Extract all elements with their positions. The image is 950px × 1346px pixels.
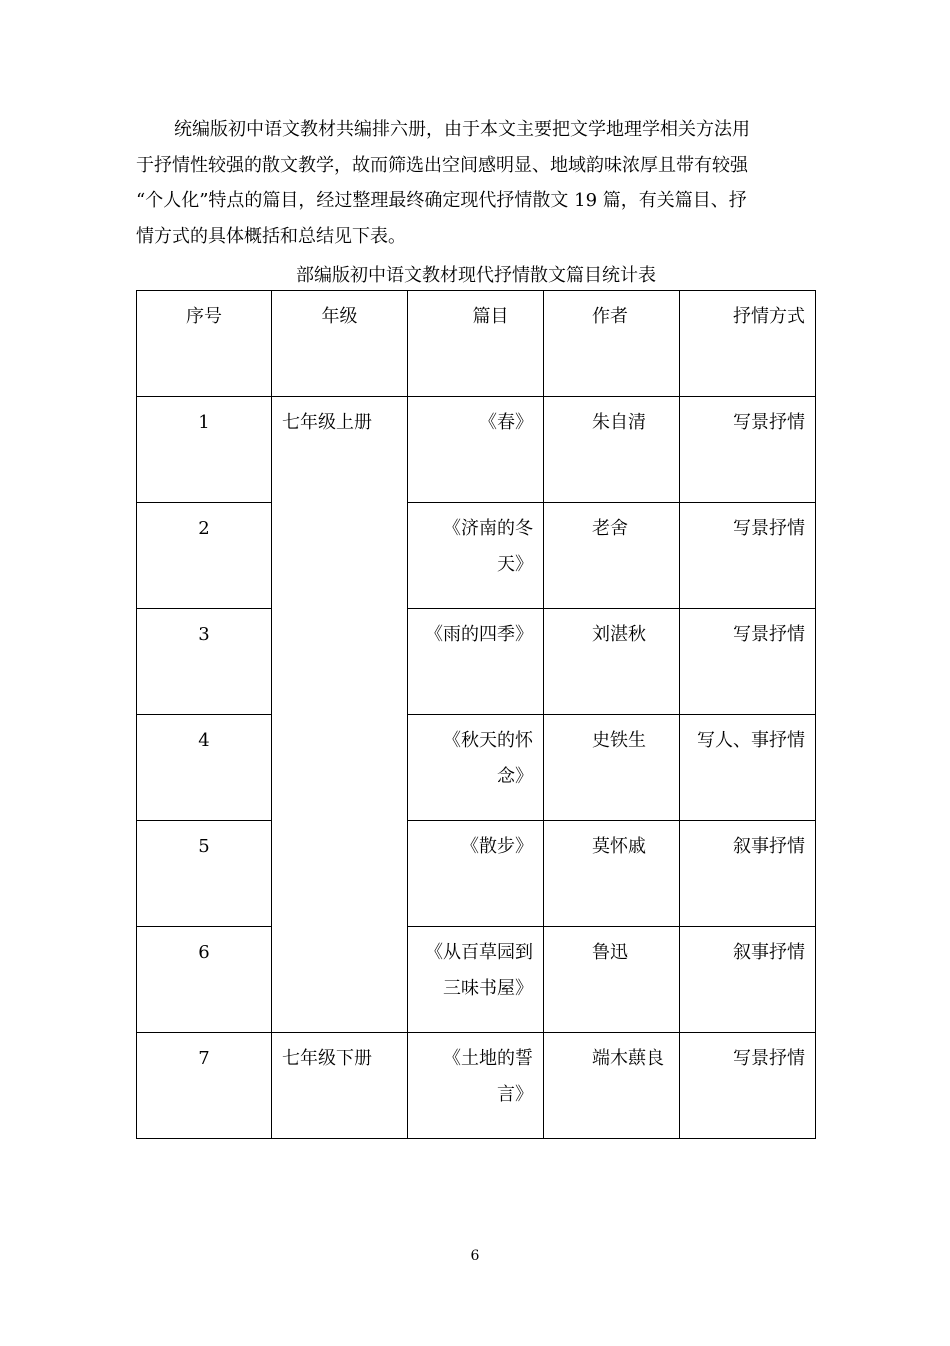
row-method: 写人、事抒情 (680, 715, 816, 821)
paragraph-line: 情方式的具体概括和总结见下表。 (136, 225, 406, 247)
table-row (137, 715, 816, 821)
header-title: 篇目 (408, 291, 544, 397)
page-number: 6 (470, 1248, 480, 1264)
row-no: 7 (137, 1033, 272, 1139)
header-no: 序号 (137, 291, 272, 397)
row-no: 1 (137, 397, 272, 503)
row-method: 写景抒情 (680, 397, 816, 503)
table-row (137, 1033, 816, 1139)
table-caption: 部编版初中语文教材现代抒情散文篇目统计表 (296, 265, 656, 286)
table-row (137, 821, 816, 927)
table-header-row (137, 291, 816, 397)
header-author: 作者 (544, 291, 680, 397)
row-author: 刘湛秋 (544, 609, 680, 715)
paragraph-line: 统编版初中语文教材共编排六册，由于本文主要把文学地理学相关方法用 (174, 119, 750, 140)
row-title: 《雨的四季》 (408, 609, 544, 715)
row-title: 《济南的冬天》 (408, 503, 544, 609)
row-title: 《土地的誓言》 (408, 1033, 544, 1139)
intro-paragraph (136, 112, 816, 254)
row-method: 叙事抒情 (680, 821, 816, 927)
row-author: 端木蕻良 (544, 1033, 680, 1139)
row-no: 6 (137, 927, 272, 1033)
grade-cell: 七年级下册 (272, 1033, 408, 1139)
paragraph-line: “个人化”特点的篇目，经过整理最终确定现代抒情散文 19 篇，有关篇目、抒 (136, 190, 747, 211)
paragraph-line: 于抒情性较强的散文教学，故而筛选出空间感明显、地域韵味浓厚且带有较强 (136, 154, 748, 176)
row-method: 叙事抒情 (680, 927, 816, 1033)
table-row (137, 609, 816, 715)
row-title: 《秋天的怀念》 (408, 715, 544, 821)
row-author: 莫怀戚 (544, 821, 680, 927)
row-author: 老舍 (544, 503, 680, 609)
row-no: 4 (137, 715, 272, 821)
table-row (137, 503, 816, 609)
row-author: 史铁生 (544, 715, 680, 821)
row-title: 《散步》 (408, 821, 544, 927)
row-method: 写景抒情 (680, 609, 816, 715)
row-author: 朱自清 (544, 397, 680, 503)
row-no: 3 (137, 609, 272, 715)
row-no: 5 (137, 821, 272, 927)
row-author: 鲁迅 (544, 927, 680, 1033)
row-method: 写景抒情 (680, 503, 816, 609)
header-method: 抒情方式 (680, 291, 816, 397)
grade-cell: 七年级上册 (272, 397, 408, 1033)
row-method: 写景抒情 (680, 1033, 816, 1139)
table-row (137, 927, 816, 1033)
table-row (137, 397, 816, 503)
essay-table (136, 290, 816, 1139)
row-title: 《春》 (408, 397, 544, 503)
row-title: 《从百草园到三味书屋》 (408, 927, 544, 1033)
header-grade: 年级 (272, 291, 408, 397)
row-no: 2 (137, 503, 272, 609)
